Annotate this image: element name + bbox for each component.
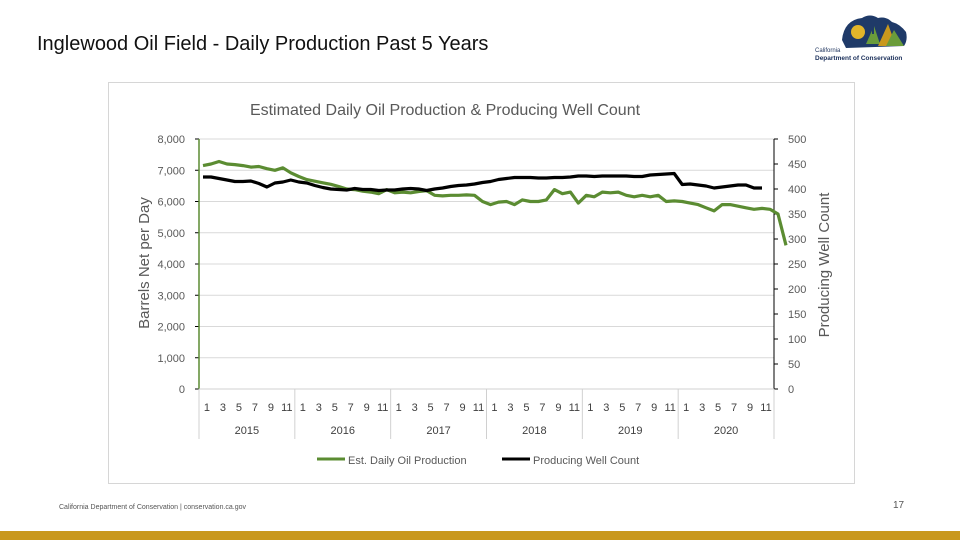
logo-line-2: Department of Conservation bbox=[815, 55, 903, 62]
x-tick-label: 9 bbox=[651, 402, 658, 414]
y-tick-label: 4,000 bbox=[157, 259, 185, 271]
x-tick-label: 1 bbox=[203, 402, 211, 414]
x-tick-label: 7 bbox=[539, 402, 546, 414]
y2-axis-label: Producing Well Count bbox=[816, 192, 833, 338]
x-tick-label: 3 bbox=[411, 402, 418, 414]
x-tick-label: 11 bbox=[472, 402, 485, 414]
x-tick-label: 1 bbox=[683, 402, 690, 414]
x-tick-label: 7 bbox=[251, 402, 258, 414]
footer-text: California Department of Conservation | conservation.ca.gov bbox=[59, 504, 247, 511]
y-tick-label: 2,000 bbox=[157, 321, 185, 334]
x-tick-label: 5 bbox=[427, 402, 434, 414]
x-tick-label: 5 bbox=[523, 402, 530, 414]
x-tick-label: 7 bbox=[731, 402, 738, 414]
logo-line-1: California bbox=[815, 48, 841, 54]
chart-legend bbox=[317, 455, 639, 467]
y2-tick-label: 0 bbox=[788, 384, 795, 396]
bottom-accent-bar bbox=[0, 531, 960, 540]
x-tick-label: 5 bbox=[619, 402, 626, 414]
x-tick-label: 11 bbox=[568, 402, 581, 414]
x-tick-label: 7 bbox=[443, 402, 450, 414]
x-tick-label: 3 bbox=[699, 402, 706, 414]
x-tick-label: 1 bbox=[491, 402, 498, 414]
x-tick-label: 11 bbox=[376, 402, 389, 414]
x-tick-label: 1 bbox=[395, 402, 402, 414]
x-tick-label: 1 bbox=[299, 402, 306, 414]
x-tick-label: 3 bbox=[315, 402, 322, 414]
legend-label-production: Est. Daily Oil Production bbox=[348, 455, 467, 467]
x-tick-label: 9 bbox=[555, 402, 562, 414]
x-tick-label: 3 bbox=[507, 402, 514, 414]
x-tick-label: 3 bbox=[219, 402, 227, 414]
y-tick-label: 3,000 bbox=[157, 290, 185, 303]
y-tick-label: 0 bbox=[178, 384, 185, 396]
bear-logo-icon bbox=[812, 10, 916, 50]
y-tick-label: 1,000 bbox=[157, 352, 185, 365]
grid-layer bbox=[199, 139, 774, 358]
chart-title: Estimated Daily Oil Production & Producing Well Count bbox=[249, 102, 641, 119]
x-tick-label: 11 bbox=[760, 402, 772, 414]
x-tick-label: 5 bbox=[331, 402, 338, 414]
y2-tick-label: 350 bbox=[788, 209, 807, 221]
year-label: 2016 bbox=[330, 425, 355, 437]
legend-label-wells: Producing Well Count bbox=[533, 455, 640, 467]
x-tick-label: 9 bbox=[267, 402, 274, 414]
slide-title: Inglewood Oil Field - Daily Production Past 5 Years bbox=[37, 33, 489, 55]
x-tick-label: 11 bbox=[664, 402, 676, 414]
y-tick-label: 5,000 bbox=[157, 227, 185, 240]
year-label: 2015 bbox=[234, 425, 260, 437]
x-tick-label: 1 bbox=[587, 402, 594, 414]
y-tick-label: 8,000 bbox=[157, 134, 185, 146]
x-tick-label: 5 bbox=[715, 402, 722, 414]
year-label: 2020 bbox=[713, 425, 739, 437]
year-label: 2017 bbox=[426, 425, 451, 437]
y2-tick-label: 200 bbox=[788, 284, 807, 296]
year-label: 2018 bbox=[522, 425, 547, 437]
page-number: 17 bbox=[893, 500, 905, 511]
year-label: 2019 bbox=[618, 425, 643, 437]
y2-tick-label: 250 bbox=[788, 259, 807, 271]
x-tick-label: 7 bbox=[347, 402, 354, 414]
series-line-wells bbox=[203, 174, 762, 191]
x-tick-label: 9 bbox=[459, 402, 466, 414]
x-tick-label: 5 bbox=[235, 402, 242, 414]
x-tick-label: 3 bbox=[603, 402, 610, 414]
y2-tick-label: 400 bbox=[788, 184, 807, 196]
x-tick-label: 9 bbox=[363, 402, 370, 414]
y2-tick-label: 100 bbox=[788, 334, 807, 346]
y2-tick-label: 450 bbox=[788, 159, 807, 171]
x-tick-label: 7 bbox=[635, 402, 642, 414]
y2-tick-label: 150 bbox=[788, 309, 807, 321]
y2-tick-label: 300 bbox=[788, 234, 807, 246]
production-chart bbox=[109, 83, 854, 483]
x-tick-label: 11 bbox=[281, 402, 293, 414]
y-axis-label: Barrels Net per Day bbox=[136, 197, 153, 329]
y2-tick-label: 500 bbox=[788, 134, 807, 146]
x-tick-label: 9 bbox=[746, 402, 754, 414]
chart-frame bbox=[108, 82, 855, 484]
logo-text bbox=[815, 48, 902, 62]
y2-tick-label: 50 bbox=[788, 359, 801, 371]
y-tick-label: 7,000 bbox=[157, 165, 185, 178]
axis-layer bbox=[157, 134, 806, 439]
y-tick-label: 6,000 bbox=[157, 196, 185, 209]
